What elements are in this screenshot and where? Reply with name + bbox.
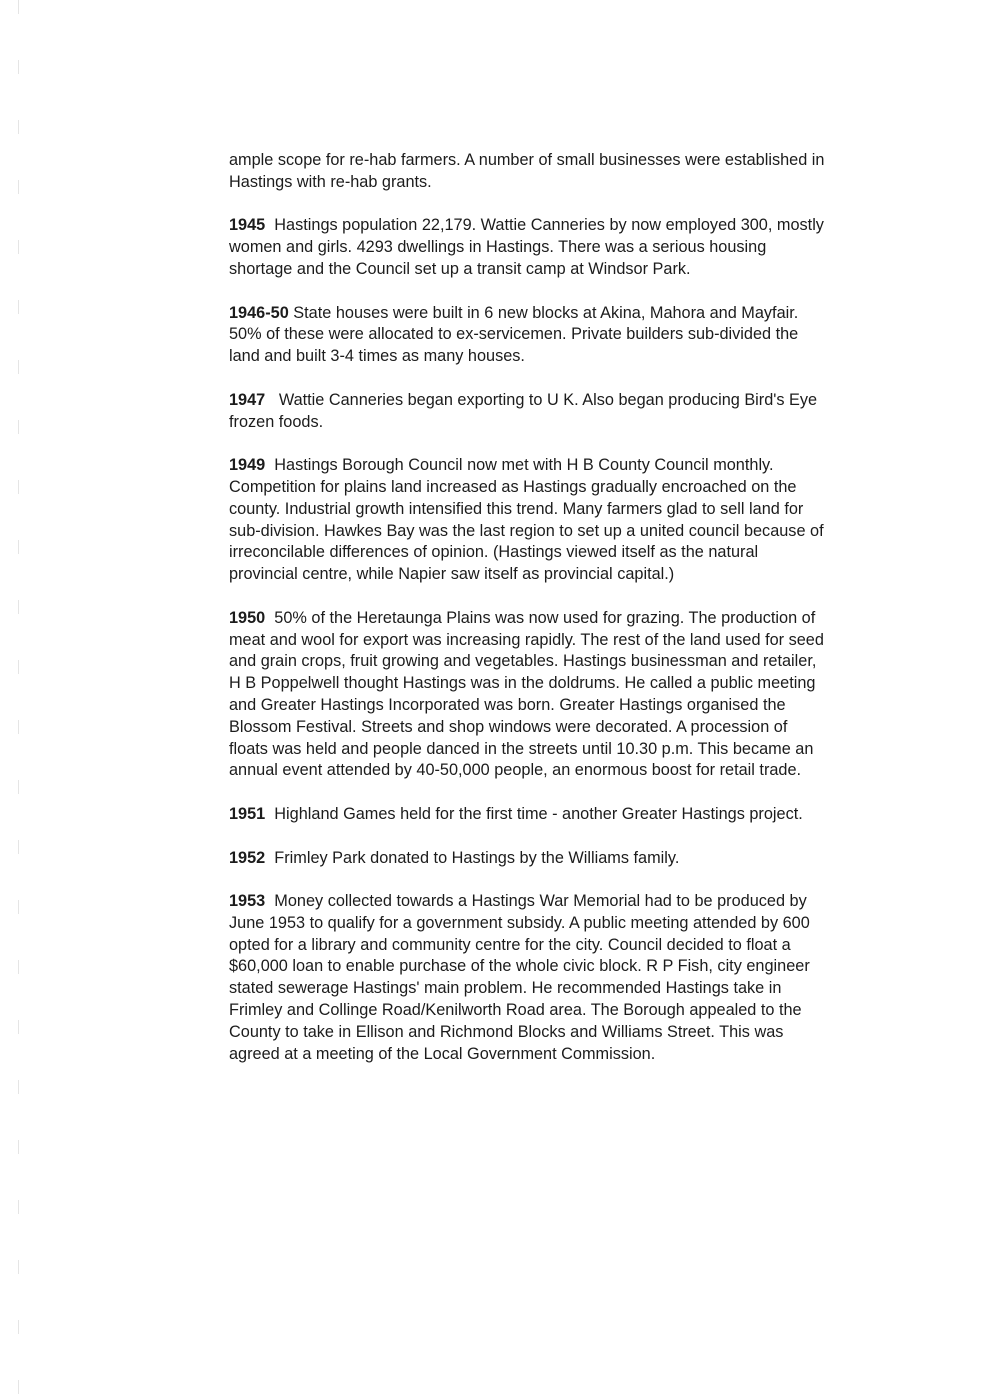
scan-edge-mark: [18, 0, 19, 1400]
timeline-entry-1951: [229, 804, 829, 826]
entry-year: 1952: [229, 848, 266, 867]
entry-text: Highland Games held for the first time - another Greater Hastings project.: [274, 804, 803, 823]
entry-text: Wattie Canneries began exporting to U K. Also began producing Bird's Eye frozen foods.: [229, 390, 818, 431]
entry-text: Hastings population 22,179. Wattie Canneries by now employed 300, mostly women and girls. 4293 dwellings in Hastings. There was a serious housing shortage and the Council set up a transit camp at Windsor Park.: [229, 216, 824, 278]
entry-year: 1951: [229, 804, 266, 823]
entry-year: 1949: [229, 456, 266, 475]
entry-text: Hastings Borough Council now met with H B County Council monthly. Competition for plains land increased as Hastings gradually encroached on the county. Industrial growth intensified this trend. Many farmers glad to sell land for sub-division. Hawkes Bay was the last region to set up a united council because of irreconcilable differences of opinion. (Hastings viewed itself as the natural provincial centre, while Napier saw itself as provincial capital.): [229, 456, 824, 584]
entry-year: 1953: [229, 892, 266, 911]
timeline-entry-1952: [229, 848, 829, 870]
timeline-entry-1945: [229, 215, 829, 280]
entry-text: State houses were built in 6 new blocks at Akina, Mahora and Mayfair. 50% of these were allocated to ex-servicemen. Private builders sub-divided the land and built 3-4 times as many houses.: [229, 303, 799, 366]
entry-year: 1945: [229, 216, 266, 235]
entry-text: Frimley Park donated to Hastings by the Williams family.: [274, 848, 680, 867]
intro-paragraph: ample scope for re-hab farmers. A number of small businesses were established in Hastings with re-hab grants.: [229, 151, 825, 191]
entry-year: 1947: [229, 390, 266, 409]
timeline-entry-1949: [229, 455, 829, 586]
timeline-entry-1950: [229, 608, 829, 782]
timeline-entry-1953: [229, 891, 829, 1065]
entry-text: Money collected towards a Hastings War Memorial had to be produced by June 1953 to qualify for a government subsidy. A public meeting attended by 600 opted for a library and community centre for the city. Council decided to float a $60,000 loan to enable purchase of the whole civic block. R P Fish, city engineer stated sewerage Hastings' main problem. He recommended Hastings take in Frimley and Collinge Road/Kenilworth Road area. The Borough appealed to the County to take in Ellison and Richmond Blocks and Williams Street. This was agreed at a meeting of the Local Government Commission.: [229, 892, 810, 1063]
entry-year: 1946-50: [229, 303, 289, 322]
entry-year: 1950: [229, 608, 266, 627]
entry-text: 50% of the Heretaunga Plains was now used for grazing. The production of meat and wool for export was increasing rapidly. The rest of the land used for seed and grain crops, fruit growing and vegetables. Hastings businessman and retailer, H B Poppelwell thought Hastings was in the doldrums. He called a public meeting and Greater Hastings Incorporated was born. Greater Hastings organised the Blossom Festival. Streets and shop windows were decorated. A procession of floats was held and people danced in the streets until 10.30 p.m. This became an annual event attended by 40-50,000 people, an enormous boost for retail trade.: [229, 608, 824, 780]
document-body: [229, 150, 829, 1087]
timeline-entry-1947: [229, 390, 829, 434]
timeline-entry-1946-50: [229, 303, 829, 368]
